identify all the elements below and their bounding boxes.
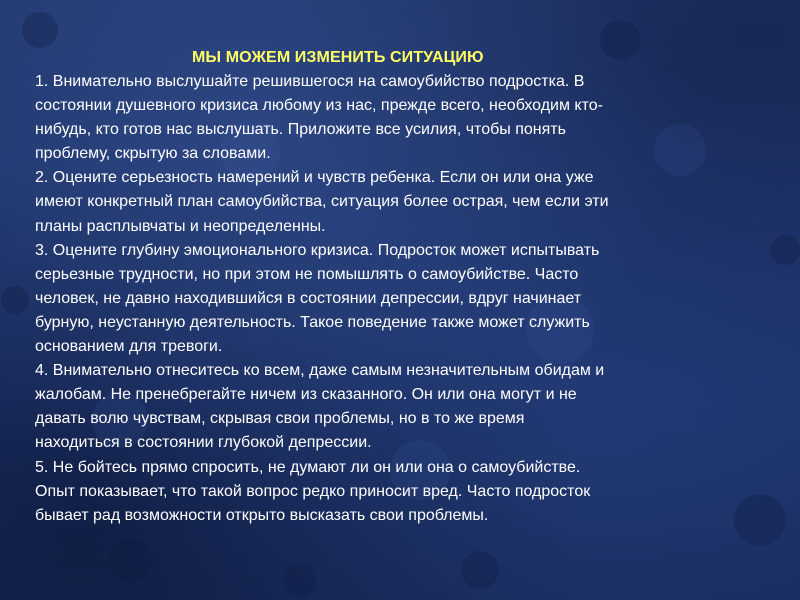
body-line: состоянии душевного кризиса любому из нас, прежде всего, необходим кто- (35, 97, 603, 115)
body-line: основанием для тревоги. (35, 338, 223, 356)
body-line: планы расплывчаты и неопределенны. (35, 217, 326, 235)
body-line: человек, не давно находившийся в состоянии депрессии, вдруг начинает (35, 289, 582, 307)
body-line: проблему, скрытую за словами. (35, 145, 271, 163)
body-line: 5. Не бойтесь прямо спросить, не думают ли он или она о самоубийстве. (35, 458, 581, 476)
slide-body (35, 70, 765, 528)
slide-title: МЫ МОЖЕМ ИЗМЕНИТЬ СИТУАЦИЮ (192, 49, 484, 66)
body-line: Опыт показывает, что такой вопрос редко приносит вред. Часто подросток (35, 482, 591, 500)
body-line: серьезные трудности, но при этом не помышлять о самоубийстве. Часто (35, 265, 579, 283)
body-line: 4. Внимательно отнеситесь ко всем, даже самым незначительным обидам и (35, 362, 605, 380)
body-line: нибудь, кто готов нас выслушать. Приложите все усилия, чтобы понять (35, 121, 566, 139)
body-line: имеют конкретный план самоубийства, ситуация более острая, чем если эти (35, 193, 609, 211)
body-line: 3. Оцените глубину эмоционального кризиса. Подросток может испытывать (35, 241, 600, 259)
body-line: бурную, неустанную деятельность. Такое поведение также может служить (35, 313, 590, 331)
body-line: бывает рад возможности открыто высказать свои проблемы. (35, 506, 489, 524)
body-line: жалобам. Не пренебрегайте ничем из сказанного. Он или она могут и не (35, 386, 577, 404)
body-line: 1. Внимательно выслушайте решившегося на самоубийство подростка. В (35, 73, 585, 90)
body-line: давать волю чувствам, скрывая свои проблемы, но в то же время (35, 410, 525, 428)
body-line: находиться в состоянии глубокой депрессии. (35, 434, 372, 452)
body-line: 2. Оцените серьезность намерений и чувств ребенка. Если он или она уже (35, 169, 594, 187)
